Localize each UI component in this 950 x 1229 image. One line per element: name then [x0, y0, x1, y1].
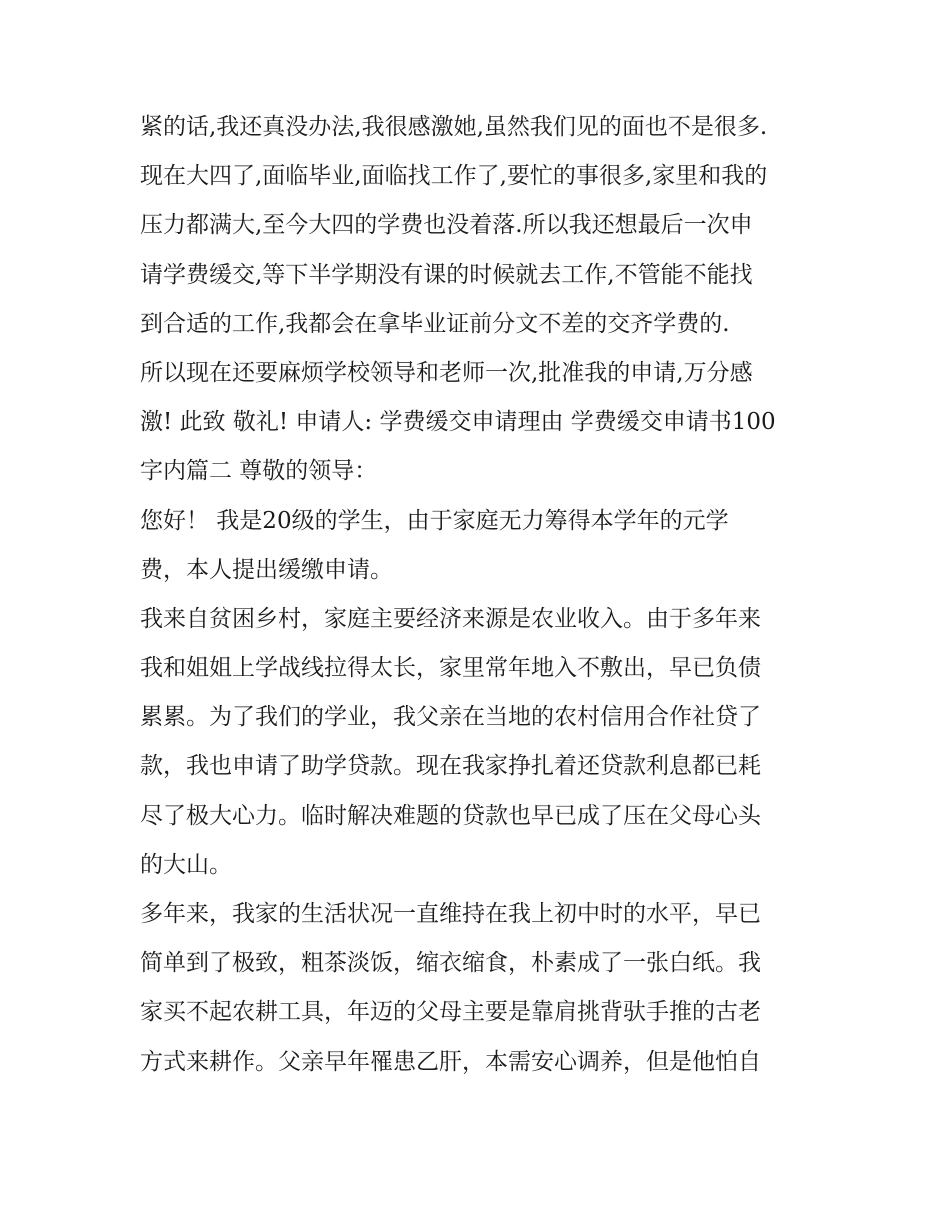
text-line: 激! 此致 敬礼! 申请人: 学费缓交申请理由 学费缓交申请书100 — [140, 409, 776, 436]
text-line: 请学费缓交,等下半学期没有课的时候就去工作,不管能不能找 — [140, 261, 753, 288]
text-line: 多年来，我家的生活状况一直维持在我上初中时的水平，早已 — [140, 901, 761, 927]
text-line: 您好！ 我是20级的学生，由于家庭无力筹得本学年的元学 — [140, 507, 729, 534]
text-line: 现在大四了,面临毕业,面临找工作了,要忙的事很多,家里和我的 — [140, 163, 768, 190]
text-line: 费，本人提出缓缴申请。 — [140, 556, 393, 583]
document-body — [140, 103, 820, 1087]
text-line: 方式来耕作。父亲早年罹患乙肝，本需安心调养，但是他怕自 — [140, 1048, 761, 1075]
text-line: 我来自贫困乡村，家庭主要经济来源是农业收入。由于多年来 — [140, 605, 761, 632]
text-line: 款，我也申请了助学贷款。现在我家挣扎着还贷款利息都已耗 — [140, 753, 761, 780]
text-line: 压力都满大,至今大四的学费也没着落.所以我还想最后一次申 — [140, 212, 753, 239]
text-line: 的大山。 — [140, 851, 232, 878]
text-line: 尽了极大心力。临时解决难题的贷款也早已成了压在父母心头 — [140, 802, 761, 829]
text-line: 字内篇二 尊敬的领导： — [140, 458, 378, 485]
text-line: 累累。为了我们的学业，我父亲在当地的农村信用合作社贷了 — [140, 704, 761, 731]
text-line: 紧的话,我还真没办法,我很感激她,虽然我们见的面也不是很多. — [140, 114, 768, 140]
text-line: 我和姐姐上学战线拉得太长，家里常年地入不敷出，早已负债 — [140, 655, 761, 682]
text-line: 简单到了极致，粗茶淡饭，缩衣缩食，朴素成了一张白纸。我 — [140, 950, 761, 977]
text-line: 所以现在还要麻烦学校领导和老师一次,批准我的申请,万分感 — [140, 359, 753, 386]
text-line: 家买不起农耕工具，年迈的父母主要是靠肩挑背驮手推的古老 — [140, 999, 761, 1026]
text-line: 到合适的工作,我都会在拿毕业证前分文不差的交齐学费的. — [140, 310, 730, 337]
